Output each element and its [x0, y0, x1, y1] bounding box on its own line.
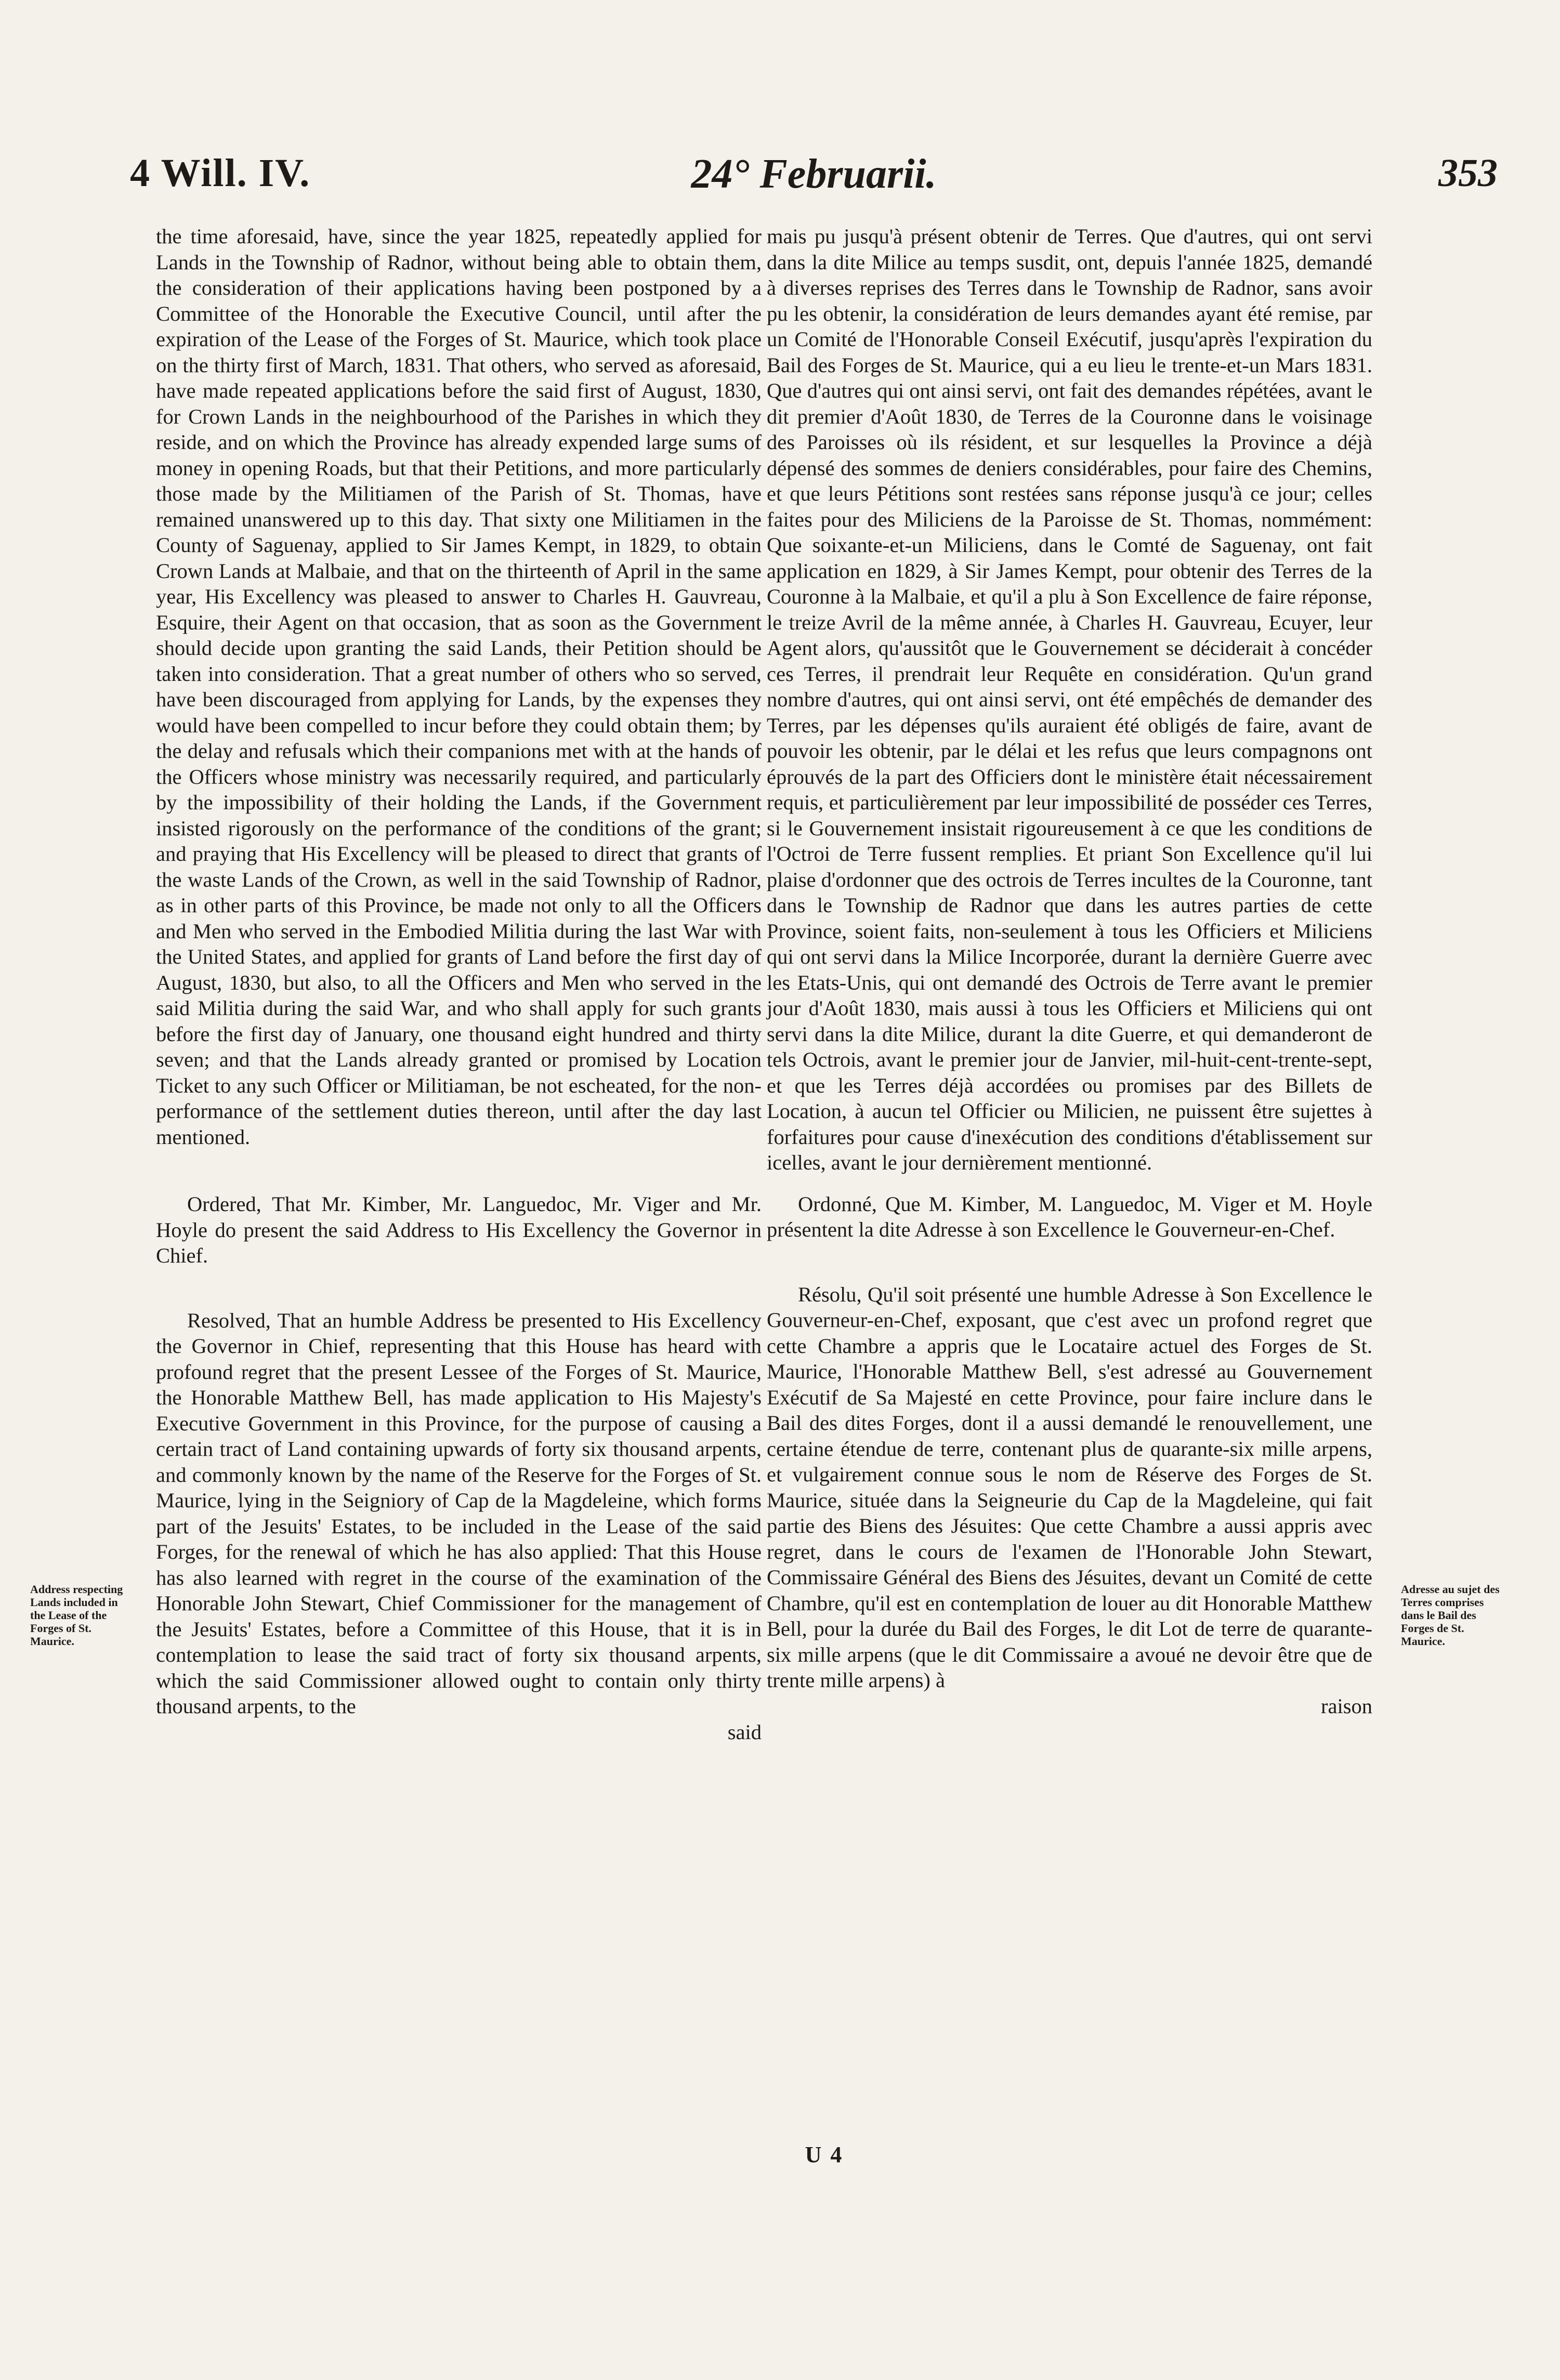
french-paragraph-ordonne: Ordonné, Que M. Kimber, M. Languedoc, M. Viger et M. Hoyle présentent la dite Adresse à son Excellence le Gouverneur-en-Chef.	[767, 1192, 1372, 1241]
session-date: 24° Februarii.	[691, 151, 937, 197]
english-paragraph-petition: the time aforesaid, have, since the year 1825, repeatedly applied for Lands in the Township of Radnor, without being able to obtain them, the consideration of their applications having been postponed by a Committee of the Honorable the Executive Council, until after the expiration of the Lease of the Forges of St. Maurice, which took place on the thirty first of March, 1831. That others, who served as aforesaid, have made repeated applications before the said first of August, 1830, for Crown Lands in the neighbourhood of the Parishes in which they reside, and on which the Province has already expended large sums of money in opening Roads, but that their Petitions, and more particularly those made by the Militiamen of the Parish of St. Thomas, have remained unanswered up to this day. That sixty one Militiamen in the County of Saguenay, applied to Sir James Kempt, in 1829, to obtain Crown Lands at Malbaie, and that on the thirteenth of April in the same year, His Excellency was pleased to answer to Charles H. Gauvreau, Esquire, their Agent on that occasion, that as soon as the Government should decide upon granting the said Lands, their Petition should be taken into consideration. That a great number of others who so served, have been discouraged from applying for Lands, by the expenses they would have been compelled to incur before they could obtain them; by the delay and refusals which their companions met with at the hands of the Officers whose ministry was necessarily required, and particularly by the impossibility of their holding the Lands, if the Government insisted rigorously on the performance of the conditions of the grant; and praying that His Excellency will be pleased to direct that grants of the waste Lands of the Crown, as well in the said Township of Radnor, as in other parts of this Province, be made not only to all the Officers and Men who served in the Embodied Militia during the last War with the United States, and applied for grants of Land before the first day of August, 1830, but also, to all the Officers and Men who served in the said Militia during the said War, and who shall apply for such grants before the first day of January, one thousand eight hundred and thirty seven; and that the Lands already granted or promised by Location Ticket to any such Officer or Militiaman, be not escheated, for the non-performance of the settlement duties thereon, until after the day last mentioned.	[156, 225, 762, 1149]
french-paragraph-petition: mais pu jusqu'à présent obtenir de Terres. Que d'autres, qui ont servi dans la dite Milice au temps susdit, ont, depuis l'année 1825, demandé à diverses reprises des Terres dans le Township de Radnor, sans avoir pu les obtenir, la considération de leurs demandes ayant été remise, par un Comité de l'Honorable Conseil Exécutif, jusqu'après l'expiration du Bail des Forges de St. Maurice, qui a eu lieu le trente-et-un Mars 1831. Que d'autres qui ont ainsi servi, ont fait des demandes répétées, avant le dit premier d'Août 1830, de Terres de la Couronne dans le voisinage des Paroisses où ils résident, et sur lesquelles la Province a déjà dépensé des sommes de deniers considérables, pour faire des Chemins, et que leurs Pétitions sont restées sans réponse jusqu'à ce jour; celles faites pour des Miliciens de la Paroisse de St. Thomas, nommément: Que soixante-et-un Miliciens, dans le Comté de Saguenay, ont fait application en 1829, à Sir James Kempt, pour obtenir des Terres de la Couronne à la Malbaie, et qu'il a plu à Son Excellence de faire réponse, le treize Avril de la même année, à Charles H. Gauvreau, Ecuyer, leur Agent alors, qu'aussitôt que le Gouvernement se déciderait à concéder ces Terres, il prendrait leur Requête en considération. Qu'un grand nombre d'autres, qui ont ainsi servi, ont été empêchés de demander des Terres, par les dépenses qu'ils auraient été obligés de faire, avant de pouvoir les obtenir, par le délai et les refus que leurs compagnons ont éprouvés de la part des Officiers dont le ministère était nécessairement requis, et particulièrement par leur impossibilité de posséder ces Terres, si le Gouvernement insistait rigoureusement à ce que les conditions de l'Octroi de Terre fussent remplies. Et priant Son Excellence qu'il lui plaise d'ordonner que des octrois de Terres incultes de la Couronne, tant dans le Township de Radnor que dans les autres parties de cette Province, soient faits, non-seulement à tous les Officiers et Miliciens qui ont servi dans la Milice Incorporée, durant la dernière Guerre avec les Etats-Unis, qui ont demandé des Octrois de Terre avant le premier jour d'Août 1830, mais aussi à tous les Officiers et Miliciens qui ont servi dans la dite Milice, durant la dite Guerre, et qui demanderont de tels Octrois, avant le premier jour de Janvier, mil-huit-cent-trente-sept, et que les Terres déjà accordées ou promises par des Billets de Location, à aucun tel Officier ou Milicien, ne puissent être sujettes à forfaitures pour cause d'inexécution des conditions d'établissement sur icelles, avant le jour dernièrement mentionné.	[767, 225, 1372, 1174]
english-column	[156, 223, 762, 1745]
margin-note-right: Adresse au sujet des Terres comprises dans le Bail des Forges de St. Maurice.	[1401, 1583, 1500, 1648]
english-paragraph-ordered: Ordered, That Mr. Kimber, Mr. Languedoc, Mr. Viger and Mr. Hoyle do present the said Address to His Excellency the Governor in Chief.	[156, 1192, 762, 1267]
page-number: 353	[1438, 151, 1498, 195]
margin-note-left: Address respecting Lands included in the Lease of the Forges of St. Maurice.	[30, 1583, 123, 1648]
signature-mark	[0, 2141, 1560, 2168]
english-paragraph-resolved: Resolved, That an humble Address be presented to His Excellency the Governor in Chief, representing that this House has heard with profound regret that the present Lessee of the Forges of St. Maurice, the Honorable Matthew Bell, has made application to His Majesty's Executive Government in this Province, for the purpose of causing a certain tract of Land containing upwards of forty six thousand arpents, and commonly known by the name of the Reserve for the Forges of St. Maurice, lying in the Seigniory of Cap de la Magdeleine, which forms part of the Jesuits' Estates, to be included in the Lease of the said Forges, for the renewal of which he has also applied: That this House has also learned with regret in the course of the examination of the Honorable John Stewart, Chief Commissioner for the management of the Jesuits' Estates, before a Committee of this House, that it is in contemplation to lease the said tract of forty six thousand arpents, which the said Commissioner allowed ought to contain only thirty thousand arpents, to the	[156, 1308, 762, 1718]
french-paragraph-resolu: Résolu, Qu'il soit présenté une humble Adresse à Son Excellence le Gouverneur-en-Chef, exposant, que c'est avec un profond regret que cette Chambre a appris que le Locataire actuel des Forges de St. Maurice, l'Honorable Matthew Bell, s'est adressé au Gouvernement Exécutif de Sa Majesté en cette Province, pour faire inclure dans le Bail des dites Forges, dont il a aussi demandé le renouvellement, une certaine étendue de terre, contenant plus de quarante-six mille arpens, et vulgairement connue sous le nom de Réserve des Forges de St. Maurice, située dans la Seigneurie du Cap de la Magdeleine, qui fait partie des Biens des Jésuites: Que cette Chambre a aussi appris avec regret, dans le cours de l'examen de l'Honorable John Stewart, Commissaire Général des Biens des Jésuites, devant un Comité de cette Chambre, qu'il est en contemplation de louer au dit Honorable Matthew Bell, pour la durée du Bail des Forges, le dit Lot de terre de quarante-six mille arpens (que le dit Commissaire a avoué ne devoir être que de trente mille arpens) à	[767, 1282, 1372, 1692]
english-catchword: said	[727, 1720, 762, 1744]
page-header	[130, 151, 1498, 208]
french-column	[767, 223, 1372, 1719]
regnal-year: 4 Will. IV.	[130, 151, 311, 195]
french-catchword: raison	[1321, 1694, 1372, 1718]
signature-text: U 4	[805, 2142, 844, 2167]
